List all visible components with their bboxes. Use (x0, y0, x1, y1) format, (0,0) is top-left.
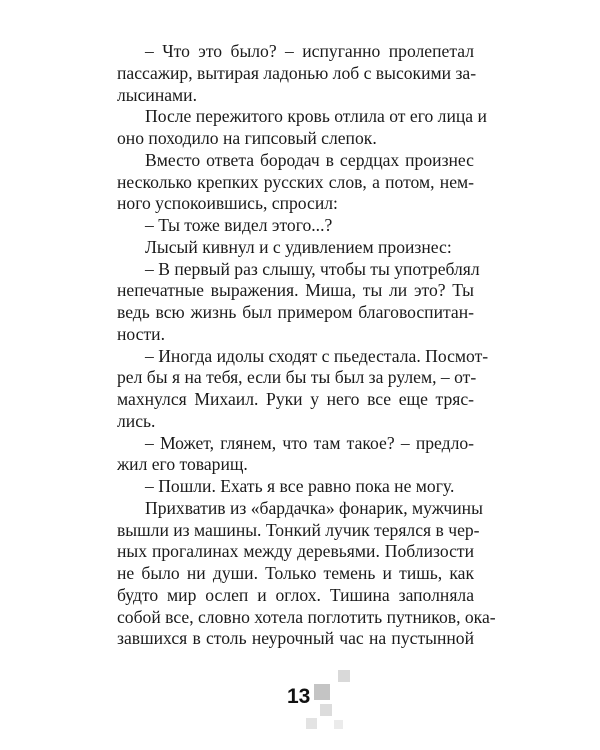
text-line: – Ты тоже видел этого...? (145, 215, 333, 235)
text-line: непечатные выражения. Миша, ты ли это? Ты (117, 280, 474, 301)
page-number: 13 (287, 685, 311, 708)
body-text (117, 41, 496, 650)
text-line: ного успокоившись, спросил: (117, 193, 338, 214)
decor-square (338, 670, 350, 682)
text-line: – Может, глянем, что там такое? – предло- (145, 432, 474, 453)
text-line: не было ни души. Только темень и тишь, как (117, 563, 474, 583)
decor-square (320, 704, 332, 716)
text-line: Лысый кивнул и с удивлением произнес: (145, 236, 452, 257)
text-line: жил его товарищ. (117, 454, 248, 475)
decor-square (314, 684, 330, 700)
text-line: – Иногда идолы сходят с пьедестала. Посмот- (145, 345, 489, 366)
text-line: оно походило на гипсовый слепок. (117, 128, 377, 148)
text-line: Прихватив из «бардачка» фонарик, мужчины (145, 497, 483, 518)
text-line: будто мир ослеп и оглох. Тишина заполняла (117, 584, 474, 605)
text-line: вышли из машины. Тонкий лучик терялся в чер- (117, 519, 480, 540)
text-line: ведь всю жизнь был примером благовоспитан- (117, 302, 474, 322)
text-line: ных прогалинах между деревьями. Поблизости (117, 541, 474, 562)
text-line: лысинами. (117, 84, 197, 105)
text-line: – В первый раз слышу, чтобы ты употреблял (145, 258, 480, 279)
text-line: После пережитого кровь отлила от его лица и (145, 106, 487, 127)
text-line: махнулся Михаил. Руки у него все еще тряс- (117, 389, 474, 409)
text-line: Вместо ответа бородач в сердцах произнес (145, 149, 474, 170)
text-line: собой все, словно хотела поглотить путников, ока- (117, 606, 496, 627)
text-line: несколько крепких русских слов, а потом, нем- (117, 171, 474, 192)
text-line: – Пошли. Ехать я все равно пока не могу. (145, 476, 455, 496)
text-line: рел бы я на тебя, если бы ты был за рулем, – от- (117, 367, 477, 388)
text-line: завшихся в столь неурочный час на пустынной (117, 628, 474, 649)
text-line: ности. (117, 323, 165, 344)
decor-square (306, 718, 317, 729)
decor-square (334, 720, 343, 729)
text-line: пассажир, вытирая ладонью лоб с высокими за- (117, 62, 477, 83)
text-line: лись. (117, 410, 156, 431)
text-line: – Что это было? – испуганно пролепетал (145, 41, 474, 61)
